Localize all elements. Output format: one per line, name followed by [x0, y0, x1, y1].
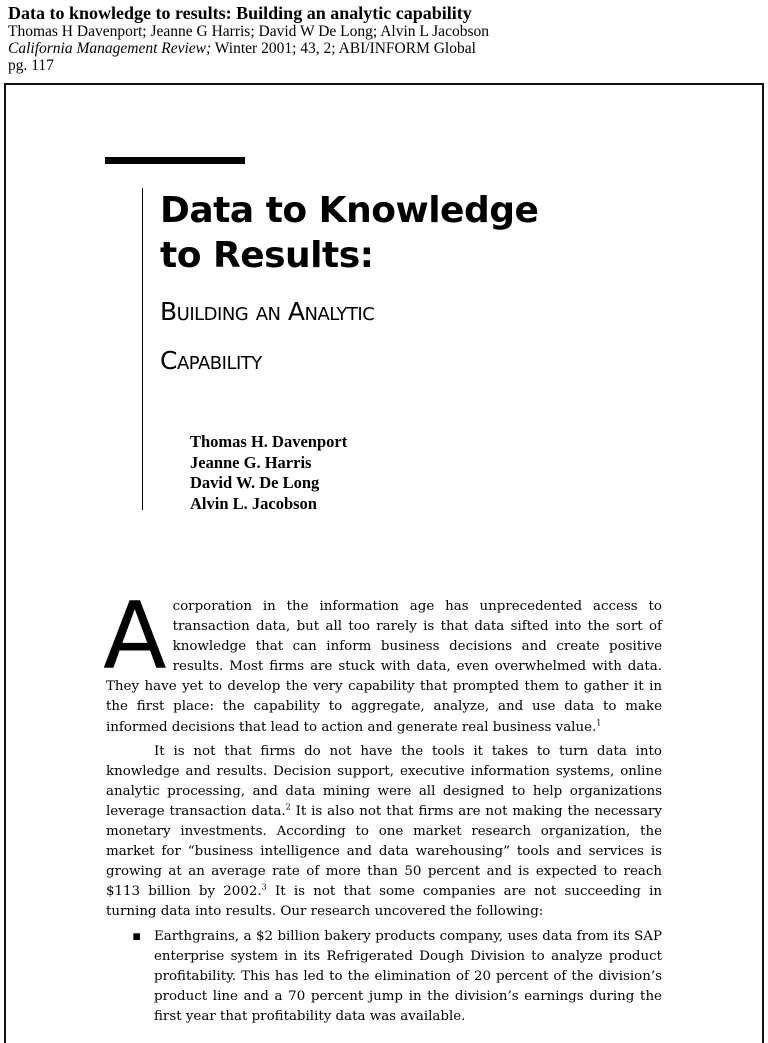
title-vertical-rule [142, 188, 143, 510]
title-accent-bar [105, 157, 245, 164]
square-bullet-icon: ▪ [132, 928, 142, 944]
citation-journal: California Management Review; [8, 40, 212, 57]
author-name: Jeanne G. Harris [190, 452, 312, 472]
article-title [160, 188, 538, 278]
drop-cap: A [103, 582, 167, 690]
paragraph-intro-text: corporation in the information age has unprecedented access to transaction data, but all too rarely is that data sifted into the sort of knowledge that can inform business decisions and create positive results. Most firms are stuck with data, even overwhelmed with data. They have yet to develop the very capability that prompted them to gather it in the first place: the capability to aggregate, analyze, and use data to make informed decisions that lead to action and generate real business value. [106, 599, 662, 735]
list-item-text: Earthgrains, a $2 billion bakery products company, uses data from its SAP enterprise system in its Refrigerated Dough Division to analyze product profitability. This has led to the elimination of 20 percent of the division’s product line and a 70 percent jump in the division’s earnings during the first year that profitability data was available. [154, 928, 662, 1024]
examples-list [106, 927, 662, 1027]
article-authors [190, 432, 347, 514]
article-subtitle [160, 287, 374, 385]
citation-issue: Winter 2001; 43, 2; ABI/INFORM Global [211, 40, 476, 57]
paragraph-2-text-c: It is not that some companies are not succeeding in turning data into results. Our research uncovered the following: [106, 884, 662, 920]
footnote-ref: 3 [261, 882, 267, 892]
paragraph-intro [103, 582, 662, 738]
paragraph-2 [106, 742, 662, 923]
article-subtitle-line2: Capability [160, 346, 262, 375]
citation-header [8, 3, 760, 74]
paragraph-2-text-b: It is also not that firms are not making the necessary monetary investments. According to one market research organization, the market for “business intelligence and data warehousing” tools and services is growing at an average rate of more than 50 percent and is expected to reach $113 billion by 2002. [106, 803, 662, 900]
article-title-line1: Data to Knowledge [160, 190, 539, 231]
citation-source [8, 40, 760, 57]
citation-authors: Thomas H Davenport; Jeanne G Harris; David W De Long; Alvin L Jacobson [8, 23, 489, 40]
citation-title: Data to knowledge to results: Building an analytic capability [8, 3, 472, 23]
article-body [103, 582, 662, 1027]
article-title-line2: to Results: [160, 235, 374, 276]
citation-page: pg. 117 [8, 57, 54, 74]
author-name: Thomas H. Davenport [190, 432, 348, 451]
author-name: David W. De Long [190, 473, 320, 492]
author-name: Alvin L. Jacobson [190, 493, 317, 513]
list-item [132, 927, 662, 1027]
article-subtitle-line1: Building an Analytic [160, 297, 375, 326]
paragraph-2-text-a: It is not that firms do not have the tools it takes to turn data into knowledge and results. Decision support, executive information systems, online analytic processing, and data mining were all designed to help organizations leverage transaction data. [106, 743, 662, 819]
footnote-ref: 1 [596, 718, 602, 728]
footnote-ref: 2 [285, 802, 291, 812]
